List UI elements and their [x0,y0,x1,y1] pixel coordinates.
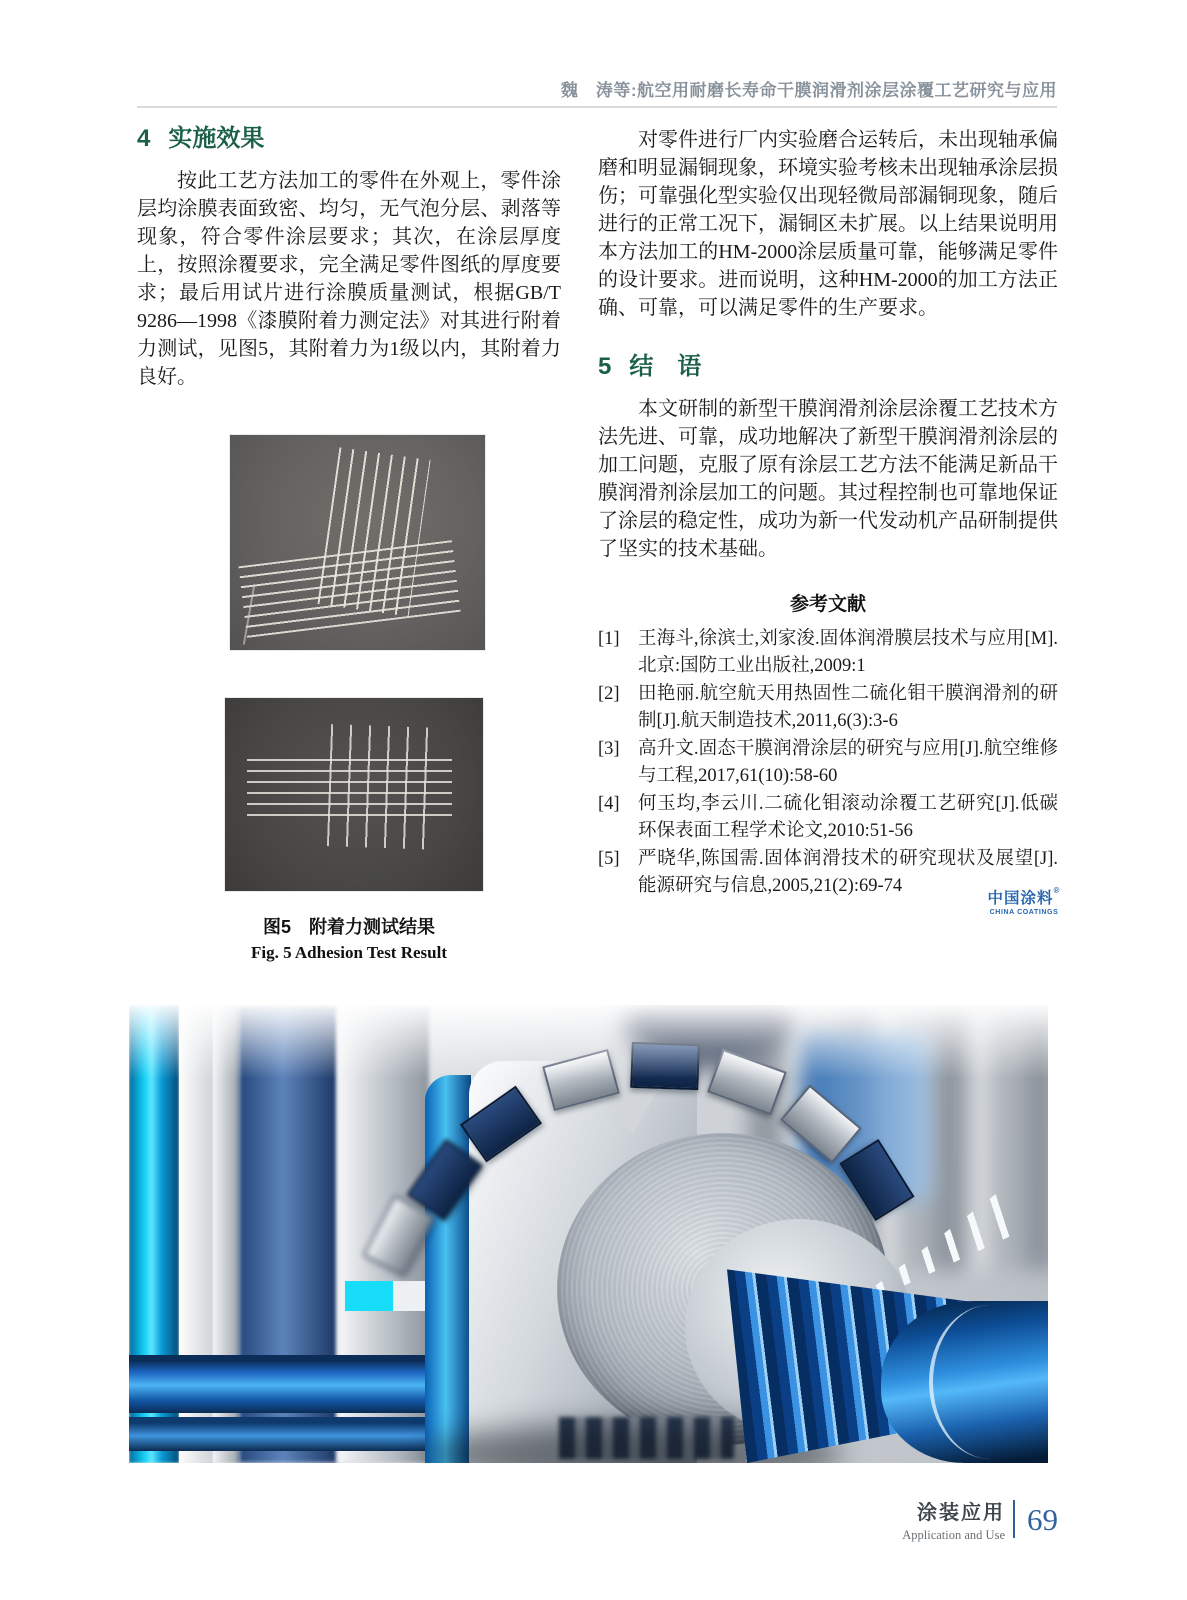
references-list [598,626,1058,900]
section-4-paragraph: 按此工艺方法加工的零件在外观上，零件涂层均涂膜表面致密、均匀，无气泡分层、剥落等现象，符合零件涂层要求；其次，在涂层厚度上，按照涂覆要求，完全满足零件图纸的厚度要求；最后用试片进行涂膜质量测试，根据GB/T 9286—1998《漆膜附着力测定法》对其进行附着力测试，见图5，其附着力为1级以内，其附着力良好。 [137,170,561,388]
machinery-render-image [129,1005,1048,1463]
reference-text: 王海斗,徐滨士,刘家浚.固体润滑膜层技术与应用[M].北京:国防工业出版社,2009:1 [638,629,1058,676]
reference-item [598,791,1058,845]
footer-divider [1013,1500,1016,1538]
cyan-highlight-square [345,1281,393,1311]
section-4-title: 实施效果 [168,125,265,152]
figure-caption-zh: 图5 附着力测试结果 [262,917,435,937]
footer-section-en: Application and Use [902,1528,1005,1542]
page-number: 69 [1027,1502,1058,1537]
china-coatings-logo [984,886,1064,916]
reference-number: [5] [598,849,620,869]
section-5-number: 5 [598,353,612,380]
reference-number: [1] [598,629,620,649]
reference-text: 严晓华,陈国需.固体润滑技术的研究现状及展望[J].能源研究与信息,2005,21(2):69-74 [638,849,1058,896]
left-column [137,118,561,963]
gear-tooth [630,1042,700,1090]
reference-text: 田艳丽.航空航天用热固性二硫化钼干膜润滑剂的研制[J].航天制造技术,2011,6(3):3-6 [638,684,1058,731]
reference-item [598,736,1058,790]
section-5-heading [598,346,1058,381]
scratch-vertical-lines [327,724,441,850]
reference-item [598,681,1058,735]
results-paragraph: 对零件进行厂内实验磨合运转后，未出现轴承偏磨和明显漏铜现象，环境实验考核未出现轴承涂层损伤；可靠强化型实验仅出现轻微局部漏铜现象，随后进行的正常工况下，漏铜区未扩展。以上结果说明用本方法加工的HM-2000涂层质量可靠，能够满足零件的设计要求。进而说明，这种HM-2000的加工方法正确、可靠，可以满足零件的生产要求。 [598,129,1058,319]
reference-number: [2] [598,684,620,704]
reference-number: [4] [598,794,620,814]
footer-section [902,1496,1005,1543]
reference-number: [3] [598,739,620,759]
scratch-horizontal-lines [238,540,460,638]
adhesion-test-photo-1 [230,435,485,650]
running-title: 魏 涛等:航空用耐磨长寿命干膜润滑剂涂层涂覆工艺研究与应用 [560,81,1057,100]
right-column [598,126,1058,901]
figure-caption-en: Fig. 5 Adhesion Test Result [250,943,447,962]
registered-mark-icon: ® [1053,886,1061,895]
section-4-number: 4 [137,125,151,152]
footer-section-zh: 涂装应用 [917,1502,1005,1524]
cylinder-highlight-arc [929,1305,1048,1459]
section-4-heading [137,118,561,153]
reference-text: 何玉均,李云川.二硫化钼滚动涂覆工艺研究[J].低碳环保表面工程学术论文,2010:51-56 [638,794,1058,841]
conclusion-paragraph: 本文研制的新型干膜润滑剂涂层涂覆工艺技术方法先进、可靠，成功地解决了新型干膜润滑剂涂层的加工问题，克服了原有涂层工艺方法不能满足新品干膜润滑剂涂层加工的问题。其过程控制也可靠地保证了涂层的稳定性，成功为新一代发动机产品研制提供了坚实的技术基础。 [598,398,1058,560]
gear-tooth [542,1049,620,1111]
china-coatings-logo-en: CHINA COATINGS [989,909,1059,916]
header-rule [137,106,1057,108]
adhesion-test-photo-2 [225,698,483,891]
china-coatings-logo-zh: 中国涂料® [987,886,1061,907]
reference-item [598,626,1058,680]
section-5-title: 结 语 [629,353,702,380]
references-heading: 参考文献 [789,594,866,615]
bracket-blue-edge [425,1075,471,1463]
figure-5 [137,435,561,963]
reference-text: 高升文.固态干膜润滑涂层的研究与应用[J].航空维修与工程,2017,61(10):58-60 [638,739,1058,786]
